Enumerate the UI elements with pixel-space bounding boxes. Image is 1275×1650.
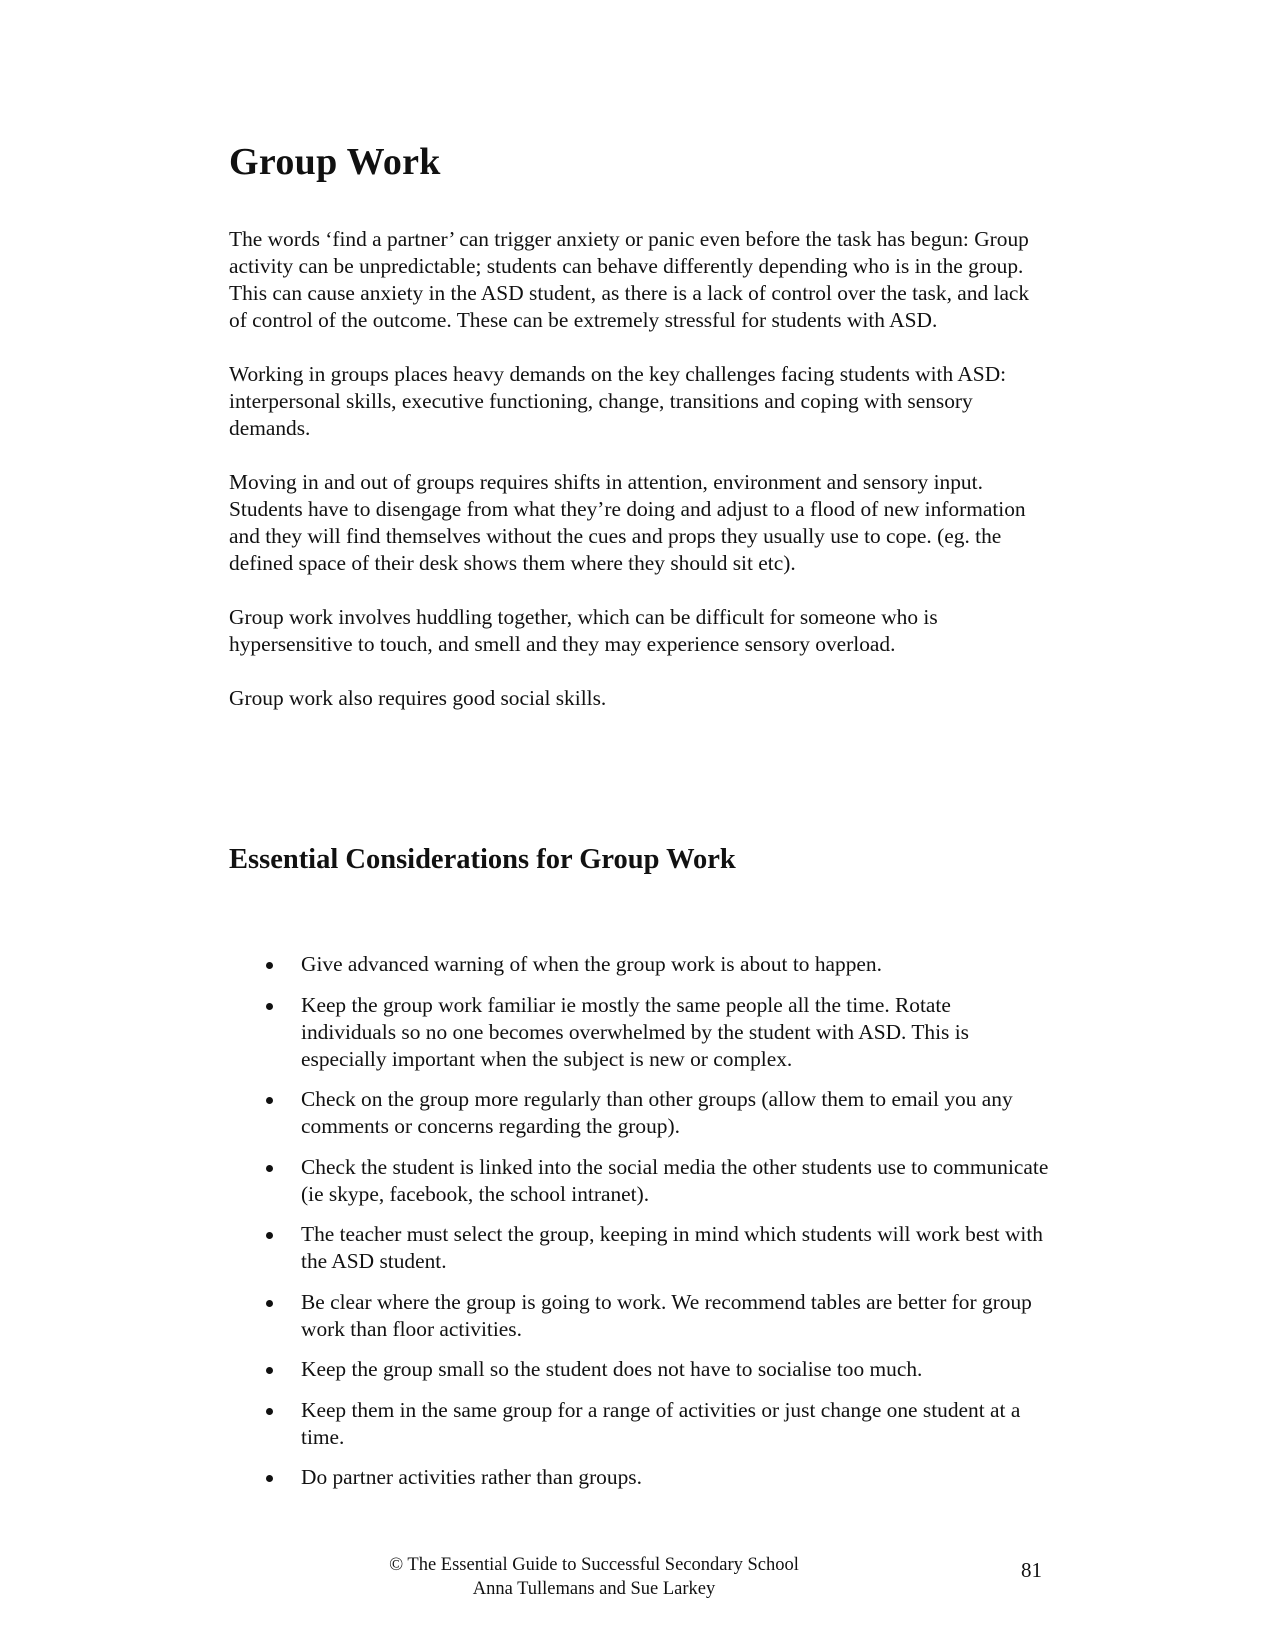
bullet-icon [266,1300,273,1307]
list-item [229,1289,1049,1343]
footer-book-title: © The Essential Guide to Successful Secondary School [389,1555,799,1575]
intro-paragraph: Group work also requires good social skills. [229,686,607,710]
list-item [229,1464,1049,1491]
copyright-notice [380,1553,808,1601]
intro-paragraph: Moving in and out of groups requires shifts in attention, environment and sensory input. Students have to disengage from what they’re doing and adjust to a flood of new information and they will find themselves without the cues and props they usually use to cope. (eg. the defined space of their desk shows them where they should sit etc). [229,470,1026,575]
page-number: 81 [1021,1558,1042,1582]
list-item [229,1356,1049,1383]
list-item-text: Give advanced warning of when the group work is about to happen. [301,952,882,976]
bullet-icon [266,1232,273,1239]
intro-section [229,226,1049,739]
list-item-text: Keep the group small so the student does not have to socialise too much. [301,1357,923,1381]
bullet-icon [266,1165,273,1172]
list-item [229,1221,1049,1275]
bullet-icon [266,1097,273,1104]
bullet-icon [266,1367,273,1374]
bullet-icon [266,962,273,969]
list-item-text: Check on the group more regularly than other groups (allow them to email you any comments or concerns regarding the group). [301,1087,1013,1138]
list-item [229,1086,1049,1140]
list-item [229,1397,1049,1451]
bullet-icon [266,1408,273,1415]
bullet-icon [266,1475,273,1482]
bullet-icon [266,1003,273,1010]
list-item-text: The teacher must select the group, keeping in mind which students will work best with the ASD student. [301,1222,1043,1273]
list-item-text: Check the student is linked into the social media the other students use to communicate (ie skype, facebook, the school intranet). [301,1154,1049,1206]
list-item-text: Be clear where the group is going to work. We recommend tables are better for group work than floor activities. [301,1289,1032,1341]
list-item-text: Keep them in the same group for a range of activities or just change one student at a time. [301,1397,1021,1449]
list-item-text: Keep the group work familiar ie mostly the same people all the time. Rotate individuals so no one becomes overwhelmed by the student with ASD. This is especially important when the subject is new or complex. [301,992,969,1071]
list-item [229,1154,1049,1208]
considerations-list [229,951,1049,1505]
page-footer [229,1553,1049,1613]
intro-paragraph: Group work involves huddling together, which can be difficult for someone who is hypersensitive to touch, and smell and they may experience sensory overload. [229,605,938,656]
list-item [229,992,1049,1073]
list-item-text: Do partner activities rather than groups. [301,1465,642,1489]
footer-authors: Anna Tullemans and Sue Larkey [472,1579,716,1599]
list-item [229,951,1049,978]
section-heading: Essential Considerations for Group Work [229,844,736,875]
page-title: Group Work [229,141,441,183]
intro-paragraph: The words ‘find a partner’ can trigger anxiety or panic even before the task has begun: Group activity can be unpredictable; students can behave differently depending who is in the group. This can cause anxiety in the ASD student, as there is a lack of control over the task, and lack of control of the outcome. These can be extremely stressful for students with ASD. [229,227,1030,332]
intro-paragraph: Working in groups places heavy demands on the key challenges facing students with ASD: interpersonal skills, executive functioning, change, transitions and coping with sensory demands. [229,362,1007,440]
